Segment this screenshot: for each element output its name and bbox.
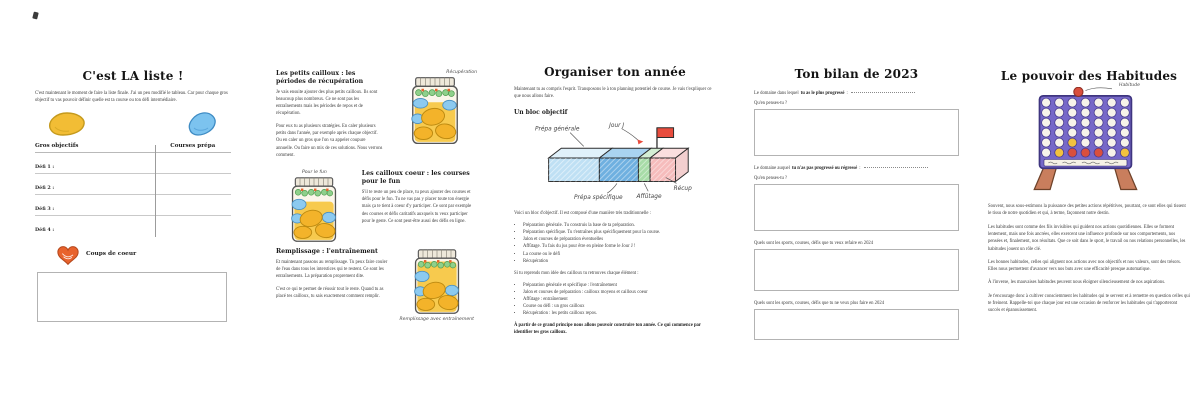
section-heading: Les petits cailloux : les périodes de récupération <box>276 70 364 86</box>
page-petits-cailloux <box>276 0 477 400</box>
table-column-divider <box>155 145 156 237</box>
question-text: Le domaine dans lequel <box>754 91 799 97</box>
jar-caption: Récupération <box>446 70 477 75</box>
disc-empty <box>1094 98 1103 107</box>
diagram-label-recup: Récup <box>673 186 692 193</box>
diagram-label-affutage: Affûtage <box>636 194 662 201</box>
mini-flag-icon <box>637 140 643 145</box>
answer-write-box <box>754 249 959 291</box>
intro-paragraph: C'est maintenant le moment de faire la liste finale. J'ai un peu modifié le tableau. Car pour chaque gros objectif tu vas pouvoir définir quelle est ta course ou ton défi intermédiaire. <box>35 91 228 104</box>
row-label: Défi 2 : <box>35 184 55 191</box>
pebble-mapping-list <box>523 282 716 317</box>
list-item: Les bonnes habitudes, celles qui alignent nos actions avec nos objectifs et nos valeurs, sont des trésors. Elles nous permettent d'avancer vers nos buts avec une efficacité presque automatique. <box>988 259 1182 273</box>
disc-empty <box>1120 98 1129 107</box>
section-text-column <box>276 248 387 323</box>
disc-empty <box>1055 138 1064 147</box>
diagram-label-prepa-generale: Prépa générale <box>534 126 580 133</box>
favorites-row <box>57 246 231 265</box>
disc-empty <box>1120 118 1129 127</box>
page-organiser-annee <box>514 0 716 400</box>
list-item: • Préparation générale. Tu construis la base de ta préparation. <box>523 222 716 229</box>
paragraph: Pour eux tu as plusieurs stratégies. En caler plusieurs petits dans l'année, par exemple après chaque objectif. Ou en caler un gros que l'on va appeler coupure annuelle. Ou faire un mix de ces solutions. Nous verrons comment. <box>276 123 383 158</box>
disc-empty <box>1042 138 1051 147</box>
list-item: • Affûtage : entraînement <box>523 296 716 303</box>
disc-empty <box>1094 108 1103 117</box>
row-label: Défi 3 : <box>35 205 55 212</box>
list-item: • Préparation générale et spécifique : l'entraînement <box>523 282 716 289</box>
list-item: Souvent, nous sous-estimons la puissance des petites actions répétitives, pourtant, ce sont elles qui tissent le tissu de notre quotidien et qui, à terme, façonnent notre destin. <box>988 204 1186 217</box>
table-row <box>35 174 231 195</box>
page-cest-la-liste <box>35 0 231 400</box>
prompt-label: Qu'en penses-tu ? <box>754 101 788 107</box>
disc-empty <box>1081 108 1090 117</box>
list-item: • Jalon et courses de préparation éventuelles <box>523 236 716 243</box>
section-remplissage <box>276 248 477 323</box>
question-stop-2024: Quels sont les sports, courses, défis que tu ne veux plus faire en 2024 <box>754 301 885 307</box>
question-bold-text: tu as le plus progressé <box>800 91 845 97</box>
answer-write-box <box>754 109 959 156</box>
question-separator: : <box>846 91 848 97</box>
disc-empty <box>1068 98 1077 107</box>
disc-empty <box>1094 138 1103 147</box>
disc-empty <box>1120 138 1129 147</box>
page-title: C'est LA liste ! <box>82 69 184 83</box>
disc-empty <box>1107 108 1116 117</box>
question-separator: : <box>859 166 861 172</box>
disc-empty <box>1107 128 1116 137</box>
list-item: Les habitudes sont comme des fils invisibles qui guident nos actions quotidiennes. Elles se forment lentement, mais une fois ancrées, elles exercent une influence profonde sur nos comportements, nos pensées et, finalement, nos résultats. Que ce soit dans le sport, le travail ou nos relations personnelles, les habitudes jouent un rôle clé. <box>988 224 1186 252</box>
disc-empty <box>1042 108 1051 117</box>
jar-caption: Remplissage avec entraînement <box>399 317 474 323</box>
paragraph: C'est ce qui te permet de réussir tout le reste. Quand tu as placé tes cailloux, tu sais exactement comment remplir. <box>276 286 384 299</box>
subheading: Un bloc objectif <box>514 108 568 116</box>
page-title: Ton bilan de 2023 <box>794 67 919 81</box>
page-bilan-2023 <box>754 0 959 400</box>
habit-callout-label: Habitude <box>1119 83 1140 89</box>
disc-empty <box>1094 128 1103 137</box>
blue-pebble-icon <box>187 112 217 136</box>
disc-yellow <box>1120 148 1129 157</box>
section-text-column <box>276 70 384 164</box>
paragraph: Voici un bloc d'objectif. Il est composé d'une manière très traditionnelle : <box>514 211 651 217</box>
pebble-jar-icon <box>409 248 465 316</box>
disc-red <box>1068 148 1077 157</box>
section-text-column <box>362 170 477 244</box>
dotted-answer-line <box>864 167 928 168</box>
disc-empty <box>1042 148 1051 157</box>
jar-caption: Pour le fun <box>301 170 327 176</box>
connect-four-icon <box>1027 87 1151 193</box>
disc-empty <box>1081 138 1090 147</box>
pebble-jar-icon <box>406 76 464 146</box>
table-row <box>35 195 231 216</box>
list-item: • Préparation spécifique. Tu t'entraînes plus spécifiquement pour la course. <box>523 229 716 236</box>
answer-write-box <box>754 309 959 340</box>
prompt-label: Qu'en penses-tu ? <box>754 176 788 182</box>
disc-empty <box>1068 118 1077 127</box>
disc-empty <box>1055 98 1064 107</box>
disc-red <box>1094 148 1103 157</box>
disc-empty <box>1042 98 1051 107</box>
disc-empty <box>1107 138 1116 147</box>
habit-disc-icon <box>1074 87 1083 96</box>
disc-empty <box>1081 128 1090 137</box>
list-item: • Course ou défi : un gros cailloux <box>523 303 716 310</box>
jar-figure <box>276 170 353 244</box>
favorites-write-box <box>37 272 227 322</box>
column-header-prep-races: Courses prépa <box>170 142 216 149</box>
favorites-label: Coups de coeur <box>86 251 137 258</box>
diagram-label-jour-j: Jour J <box>609 122 625 129</box>
question-bold-text: tu n'as pas progressé ou régressé <box>791 166 858 172</box>
disc-empty <box>1042 128 1051 137</box>
page-title: Organiser ton année <box>544 65 686 79</box>
block-elements-list <box>523 222 716 264</box>
intro-paragraph: Maintenant tu as compris l'esprit. Transposons le à ton planning potentiel de course. Je vais t'expliquer ce que nous allons faire. <box>514 87 712 100</box>
paragraph: Et maintenant passons au remplissage. Tu peux faire couler de l'eau dans tous les interstices qui te restent. Ce sont les entraînements. La préparation proprement dite. <box>276 259 388 280</box>
table-row <box>35 153 231 174</box>
disc-red <box>1081 148 1090 157</box>
objective-block-diagram <box>527 119 703 206</box>
connect-four-figure <box>1027 83 1151 155</box>
disc-empty <box>1120 128 1129 137</box>
paragraph: S'il te reste un peu de place, tu peux ajouter des courses et défis pour le fun. Tu ne vas pas y placer toute ton énergie mais ça te tient à coeur d'y participer. Ce sont par exemple des courses et défis caritatifs auxquels tu veux participer pour le geste. Ce sont peut-être aussi des défis en ligne. <box>361 189 472 224</box>
list-item: • Jalon et courses de préparation : cailloux moyens et cailloux coeur <box>523 289 716 296</box>
section-recuperation <box>276 70 477 164</box>
list-item: • La course ou le défi <box>523 251 716 258</box>
page-title: Le pouvoir des Habitudes <box>1000 69 1178 83</box>
disc-empty <box>1081 118 1090 127</box>
answer-write-box <box>754 184 959 231</box>
pebble-jar-icon <box>286 176 342 244</box>
disc-empty <box>1055 108 1064 117</box>
table-header <box>35 143 231 153</box>
yellow-pebble-icon <box>47 111 87 137</box>
list-item: • Récupération <box>523 258 716 265</box>
disc-empty <box>1107 148 1116 157</box>
body-text <box>988 203 1190 314</box>
disc-empty <box>1055 118 1064 127</box>
section-heading: Les cailloux coeur : les courses pour le fun <box>361 170 470 186</box>
disc-empty <box>1081 98 1090 107</box>
paragraph: Je vais ensuite ajouter des plus petits cailloux. Ils sont beaucoup plus nombreux. Ce ne sont pas les entraînements mais les périodes de repos et de récupération. <box>276 89 378 117</box>
conclusion-paragraph: À partir de ce grand principe nous allons pouvoir construire ton année. Ce qui commence par identifier tes gros cailloux. <box>514 323 701 336</box>
goals-table <box>35 143 231 237</box>
disc-empty <box>1107 118 1116 127</box>
page-pouvoir-habitudes <box>988 0 1190 400</box>
list-item: À l'inverse, les mauvaises habitudes peuvent nous éloigner silencieusement de nos aspirations. <box>988 280 1166 286</box>
disc-empty <box>1120 108 1129 117</box>
row-label: Défi 1 : <box>35 163 55 170</box>
disc-yellow <box>1068 138 1077 147</box>
disc-empty <box>1068 128 1077 137</box>
pebble-icons-row <box>47 111 217 137</box>
disc-empty <box>1042 118 1051 127</box>
list-item: Je t'encourage donc à cultiver consciemment les habitudes qui te servent et à remettre en question celles qui te freinent. Rappelle-toi que chaque jour est une occasion de renforcer les habitudes qui t'apporteront succès et épanouissement. <box>988 293 1190 314</box>
block-diagram-icon <box>527 119 703 201</box>
section-fun <box>276 170 477 244</box>
section-heading: Remplissage : l'entraînement <box>276 248 378 256</box>
disc-empty <box>1107 98 1116 107</box>
column-header-goals: Gros objectifs <box>35 142 79 149</box>
jar-figure <box>396 248 477 323</box>
paragraph: Si tu reprends mon idée des cailloux tu retrouves chaque élément : <box>514 270 639 276</box>
jar-figure <box>393 70 477 164</box>
table-row <box>35 216 231 237</box>
disc-empty <box>1094 118 1103 127</box>
row-label: Défi 4 : <box>35 226 55 233</box>
list-item: • Affûtage. Tu fais du jus pour être en pleine forme le Jour J ! <box>523 243 716 250</box>
list-item: • Récupération : les petits cailloux repos. <box>523 310 716 317</box>
disc-yellow <box>1055 148 1064 157</box>
dotted-answer-line <box>851 92 915 93</box>
question-redo-2024: Quels sont les sports, courses, défis que tu veux refaire en 2024 <box>754 241 874 247</box>
question-text: Le domaine auquel <box>754 166 790 172</box>
question-regressed <box>754 166 959 171</box>
disc-empty <box>1055 128 1064 137</box>
diagram-label-prepa-specifique: Prépa spécifique <box>574 195 623 202</box>
heart-icon <box>57 246 79 265</box>
question-progressed <box>754 91 959 96</box>
disc-empty <box>1068 108 1077 117</box>
